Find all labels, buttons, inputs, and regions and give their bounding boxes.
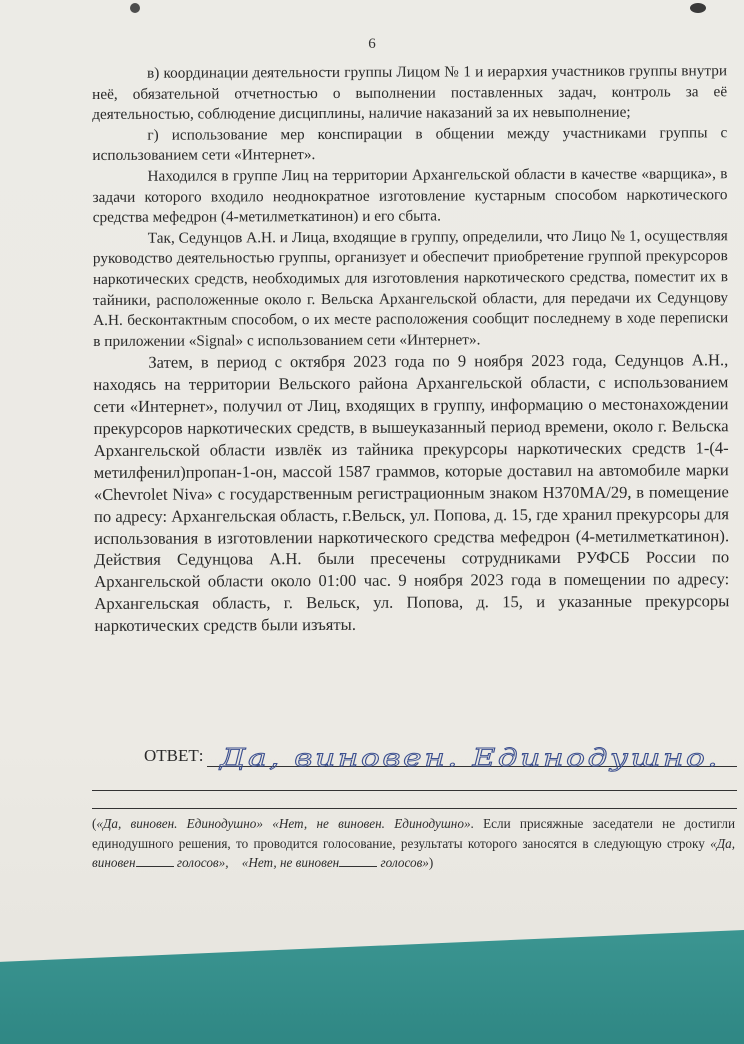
page-number: 6	[368, 36, 376, 52]
paragraph: в) координации деятельности группы Лицом № 1 и иерархия участников группы внутри неё, обязательной отчетностью о выполнении поставленных задач, контроль за её деятельностью, соблюдение дисциплины, наличие наказаний за их невыполнение;	[92, 62, 728, 124]
votes-blank	[339, 856, 377, 867]
option-no-unanimous: «Нет, не виновен. Единодушно»	[272, 816, 471, 831]
option-yes-votes: «Да, виновен	[92, 835, 735, 870]
paragraph: Находился в группе Лиц на территории Архангельской области в качестве «варщика», в задачи которого входило неоднократное изготовление кустарным способом наркотического средства мефедрон (4-метилметкатинон) и его сбыта.	[92, 165, 728, 227]
answer-line-2	[92, 790, 737, 791]
option-no-votes-tail: голосов»	[380, 855, 429, 870]
option-yes-votes-tail: голосов»,	[176, 855, 229, 870]
instructions-text: . Если присяжные заседатели не достигли единодушного решения, то проводится голосование, результаты которого заносятся в следующую строку	[92, 816, 735, 851]
handwritten-answer-text: Да, виновен. Единодушно.	[218, 744, 720, 772]
answer-line-3	[92, 808, 737, 809]
paragraph: г) использование мер конспирации в общении между участниками группы с использованием сети «Интернет».	[92, 124, 728, 165]
paragraph: Затем, в период с октября 2023 года по 9 ноября 2023 года, Седунцов А.Н., находясь на территории Вельского района Архангельской области, с использованием сети «Интернет», получил от Лиц, входящих в группу, информацию о местонахождении прекурсоров наркотических средств, в вышеуказанный период времени, около г. Вельска Архангельской области извлёк из тайника прекурсоры наркотических средств 1-(4-метилфенил)пропан-1-он, массой 1587 граммов, которые доставил на автомобиле марки «Chevrolet Niva» с государственным регистрационным знаком Н370МА/29, в помещение по адресу: Архангельская область, г.Вельск, ул. Попова, д. 15, где хранил прекурсоры для использования в изготовлении наркотического средства мефедрон (4-метилметкатинон). Действия Седунцова А.Н. были пресечены сотрудниками РУФСБ России по Архангельской области около 01:00 час. 9 ноября 2023 года в помещении по адресу: Архангельская область, г. Вельск, ул. Попова, д. 15, и указанные прекурсоры наркотических средств были изъяты.	[93, 350, 730, 636]
option-no-votes: «Нет, не виновен	[241, 855, 340, 870]
background-table-edge	[0, 930, 744, 1044]
answer-block	[92, 736, 737, 776]
punch-hole	[130, 3, 140, 13]
answer-label: ОТВЕТ:	[144, 746, 204, 765]
handwritten-answer	[214, 738, 734, 774]
punch-hole	[690, 3, 706, 13]
votes-blank	[136, 856, 174, 867]
paragraph: Так, Седунцов А.Н. и Лица, входящие в группу, определили, что Лицо № 1, осуществляя руководство деятельностью группы, организует и обеспечит приобретение группой прекурсоров наркотических средств, необходимых для изготовления наркотического средства, поместит их в тайники, расположенные около г. Вельска Архангельской области, для передачи их Седунцову А.Н. бесконтактным способом, о их месте расположения сообщит последнему в ходе переписки в приложении «Signal» с использованием сети «Интернет».	[92, 226, 729, 350]
instructions-note: («Да, виновен. Единодушно» «Нет, не виновен. Единодушно». Если присяжные заседатели не достигли единодушного решения, то проводится голосование, результаты которого заносятся в следующую строку «Да, виновен голосов», «Нет, не виновен голосов»)	[92, 816, 735, 870]
verdict-question-text	[92, 61, 729, 637]
option-yes-unanimous: «Да, виновен. Единодушно»	[96, 816, 263, 831]
closing-paren: )	[428, 855, 434, 870]
